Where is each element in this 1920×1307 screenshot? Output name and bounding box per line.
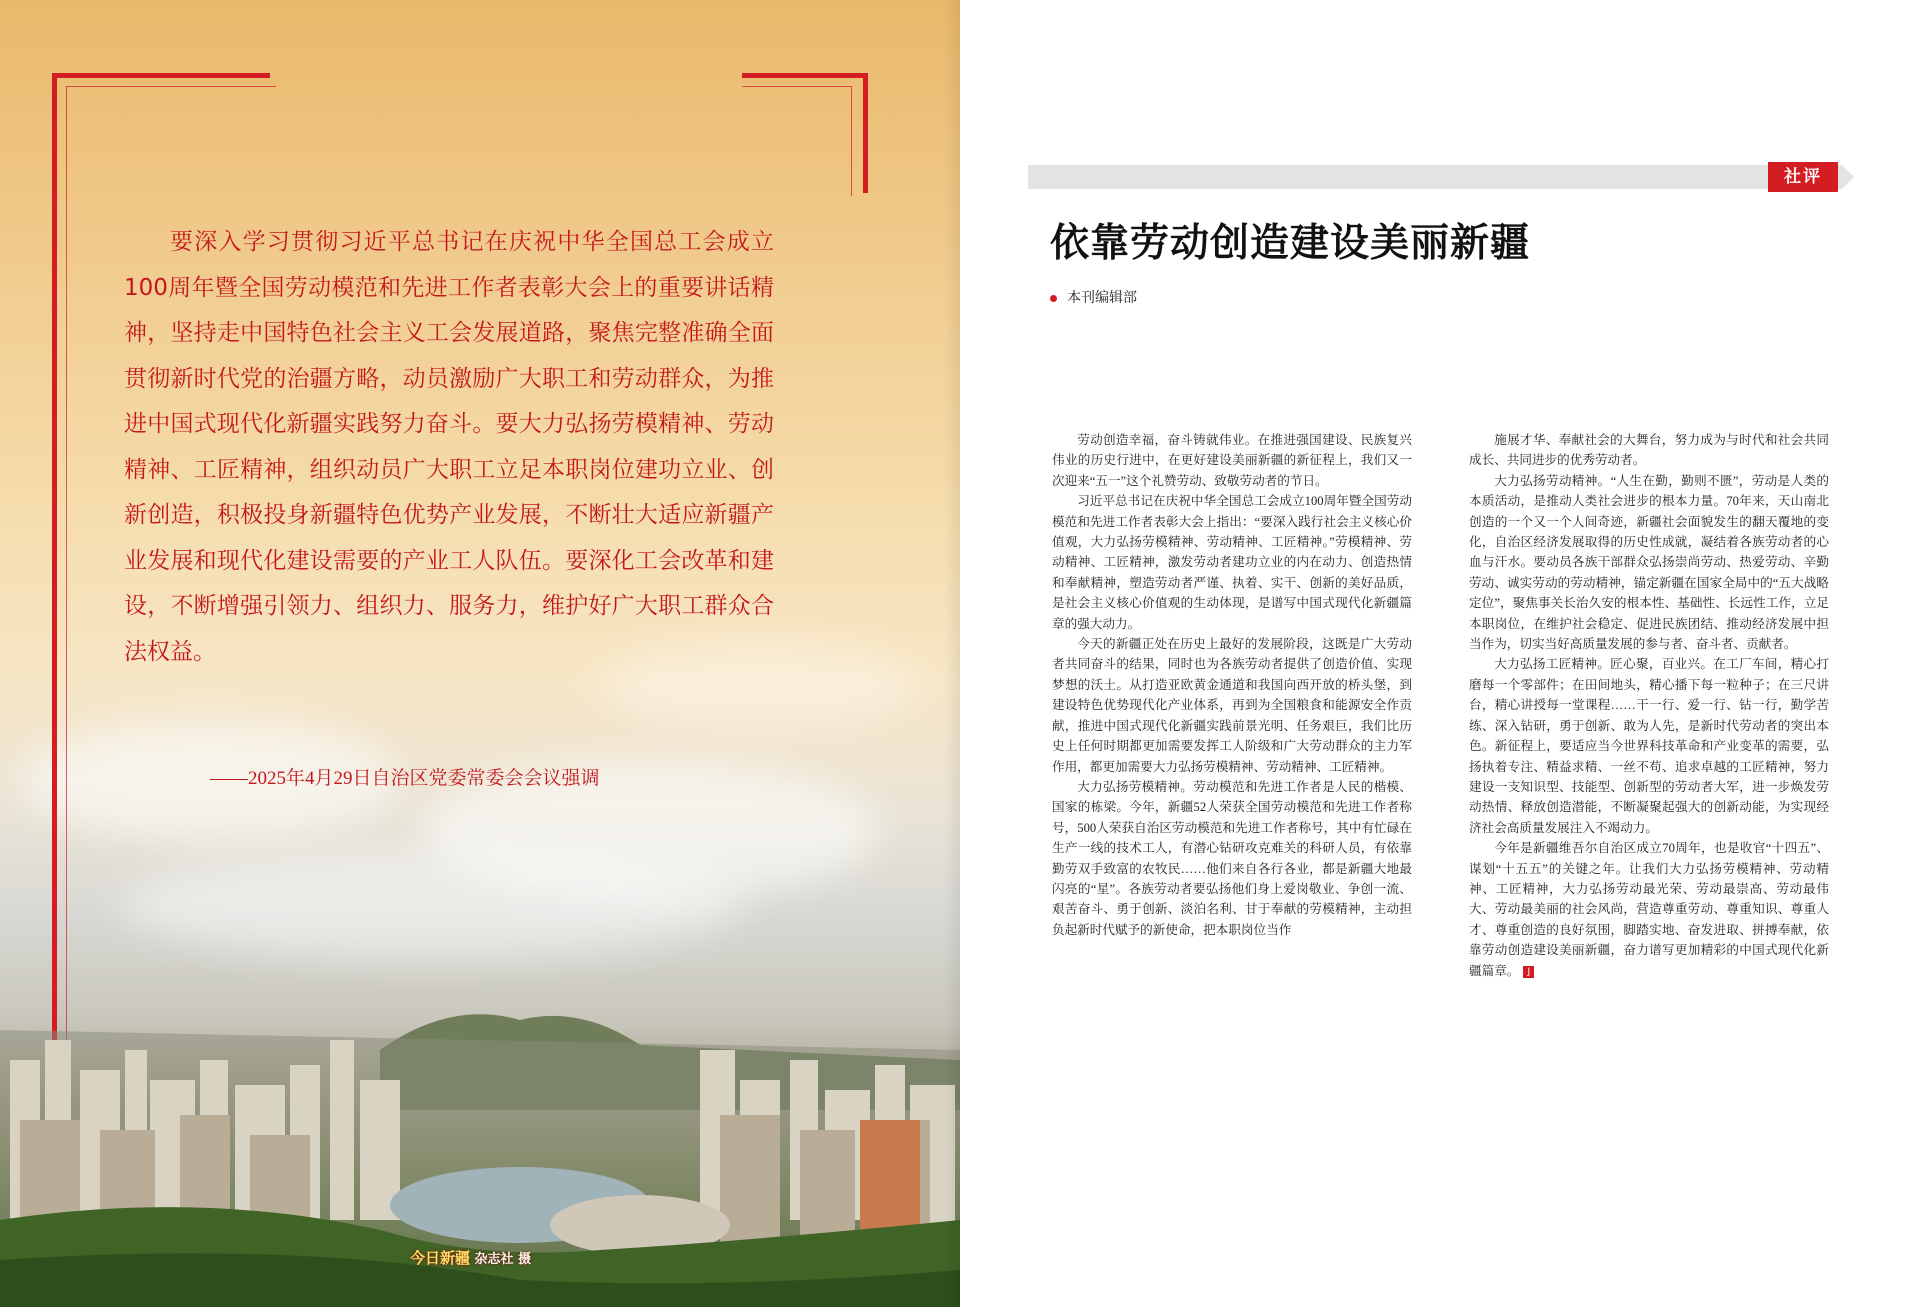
leader-quote: 要深入学习贯彻习近平总书记在庆祝中华全国总工会成立100周年暨全国劳动模范和先进工作者表彰大会上的重要讲话精神，坚持走中国特色社会主义工会发展道路，聚焦完整准确全面贯彻新时代党的治疆方略，动员激励广大职工和劳动群众，为推进中国式现代化新疆实践努力奋斗。要大力弘扬劳模精神、劳动精神、工匠精神，组织动员广大职工立足本职岗位建功立业、创新创造，积极投身新疆特色优势产业发展，不断壮大适应新疆产业发展和现代化建设需要的产业工人队伍。要深化工会改革和建设，不断增强引领力、组织力、服务力，维护好广大职工群众合法权益。: [124, 229, 774, 665]
right-page-article: [960, 0, 1920, 1307]
header-bar: [1028, 165, 1842, 189]
credit-text: 杂志社 摄: [474, 1252, 532, 1267]
quote-attribution: ——2025年4月29日自治区党委常委会会议强调: [210, 768, 600, 789]
paragraph: 施展才华、奉献社会的大舞台，努力成为与时代和社会共同成长、共同进步的优秀劳动者。: [1469, 433, 1829, 468]
byline-text: 本刊编辑部: [1067, 290, 1137, 306]
photo-credit: [410, 1247, 531, 1268]
article-title: 依靠劳动创造建设美丽新疆: [1050, 221, 1531, 266]
paragraph: 劳动创造幸福，奋斗铸就伟业。在推进强国建设、民族复兴伟业的历史行进中，在更好建设美丽新疆的新征程上，我们又一次迎来“五一”这个礼赞劳动、致敬劳动者的节日。: [1052, 433, 1412, 488]
paragraph-last-text: 今年是新疆维吾尔自治区成立70周年，也是收官“十四五”、谋划“十五五”的关键之年。让我们大力弘扬劳模精神、劳动精神、工匠精神，大力弘扬劳动最光荣、劳动最崇高、劳动最伟大、劳动最美丽的社会风尚，营造尊重劳动、尊重知识、尊重人才、尊重创造的良好氛围，脚踏实地、奋发进取、拼搏奉献，依靠劳动创造建设美丽新疆，奋力谱写更加精彩的中国式现代化新疆篇章。: [1469, 841, 1829, 978]
byline: [1050, 287, 1137, 307]
byline-dot-icon: [1050, 295, 1057, 302]
paragraph: 大力弘扬劳动精神。“人生在勤，勤则不匮”，劳动是人类的本质活动，是推动人类社会进步的根本力量。70年来，天山南北创造的一个又一个人间奇迹，新疆社会面貌发生的翻天覆地的变化，自治区经济发展取得的历史性成就，凝结着各族劳动者的心血与汗水。要动员各族干部群众弘扬崇尚劳动、热爱劳动、辛勤劳动、诚实劳动的劳动精神，锚定新疆在国家全局中的“五大战略定位”，聚焦事关长治久安的根本性、基础性、长远性工作，立足本职岗位，在维护社会稳定、促进民族团结、推动经济发展中担当作为，切实当好高质量发展的参与者、奋斗者、贡献者。: [1469, 473, 1829, 652]
credit-brand: 今日新疆: [410, 1249, 471, 1267]
paragraph: 大力弘扬工匠精神。匠心聚，百业兴。在工厂车间，精心打磨每一个零部件；在田间地头，精心播下每一粒种子；在三尺讲台，精心讲授每一堂课程……干一行、爱一行、钻一行，勤学苦练、深入钻研，勇于创新、敢为人先，是新时代劳动者的突出本色。新征程上，要适应当今世界科技革命和产业变革的需要，弘扬执着专注、精益求精、一丝不苟、追求卓越的工匠精神，努力建设一支知识型、技能型、创新型的劳动者大军，进一步焕发劳动热情、释放创造潜能，不断凝聚起强大的创新动能，为实现经济社会高质量发展注入不竭动力。: [1469, 657, 1829, 835]
paragraph: 大力弘扬劳模精神。劳动模范和先进工作者是人民的楷模、国家的栋梁。今年，新疆52人荣获全国劳动模范和先进工作者称号，500人荣获自治区劳动模范和先进工作者称号，其中有忙碌在生产一线的技术工人，有潜心钻研攻克难关的科研人员，有依靠勤劳双手致富的农牧民……他们来自各行各业，都是新疆大地最闪亮的“星”。各族劳动者要弘扬他们身上爱岗敬业、争创一流、艰苦奋斗、勇于创新、淡泊名利、甘于奉献的劳模精神，主动担负起新时代赋予的新使命，把本职岗位当作: [1052, 779, 1412, 937]
paragraph: 习近平总书记在庆祝中华全国总工会成立100周年暨全国劳动模范和先进工作者表彰大会上指出：“要深入践行社会主义核心价值观，大力弘扬劳模精神、劳动精神、工匠精神。”劳模精神、劳动精神、工匠精神，激发劳动者建功立业的内在动力、创造热情和奉献精神，塑造劳动者严谨、执着、实干、创新的美好品质，是社会主义核心价值观的生动体现，是谱写中国式现代化新疆篇章的强大动力。: [1052, 494, 1412, 631]
paragraph-last: [1469, 838, 1829, 981]
paragraph: 今天的新疆正处在历史上最好的发展阶段，这既是广大劳动者共同奋斗的结果，同时也为各族劳动者提供了创造价值、实现梦想的沃土。从打造亚欧黄金通道和我国向西开放的桥头堡，到建设特色优势现代化产业体系，再到为全国粮食和能源安全作贡献，推进中国式现代化新疆实践前景光明、任务艰巨，我们比历史上任何时期都更加需要发挥工人阶级和广大劳动群众的主力军作用，都更加需要大力弘扬劳模精神、劳动精神、工匠精神。: [1052, 637, 1412, 774]
article-column-1: [1052, 430, 1412, 940]
section-tag: 社评: [1768, 162, 1838, 192]
end-mark-icon: J: [1523, 966, 1534, 978]
article-column-2: [1469, 430, 1829, 981]
